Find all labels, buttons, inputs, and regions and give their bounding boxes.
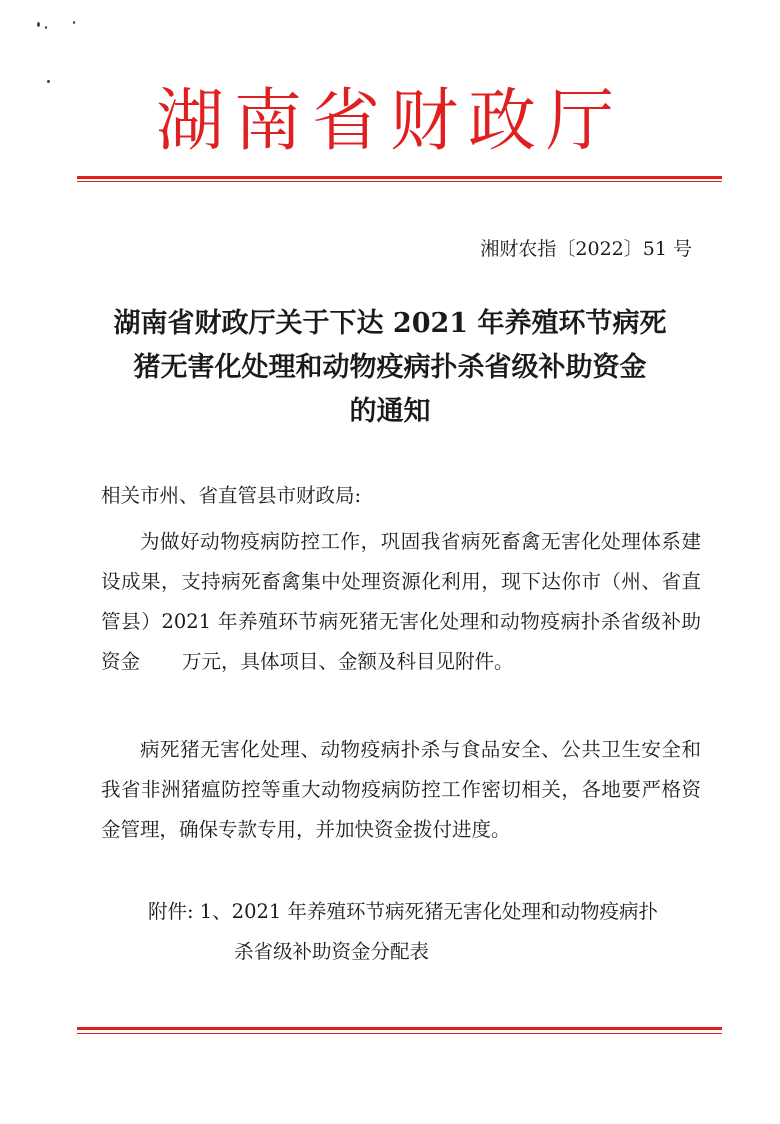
- document-title: [80, 302, 700, 434]
- paragraph-text: 病死猪无害化处理、动物疫病扑杀与食品安全、公共卫生安全和我省非洲猪瘟防控等重大动物疫病防控工作密切相关，各地要严格资金管理，确保专款专用，并加快资金拨付进度。: [101, 738, 701, 841]
- scan-speck: [47, 80, 50, 83]
- scan-speck: [37, 22, 40, 27]
- salutation-text: 相关市州、省直管县市财政局:: [101, 484, 362, 507]
- attachment-note: [148, 892, 708, 972]
- scan-speck: [73, 21, 75, 24]
- body-paragraph: [101, 730, 701, 850]
- document-number: 湘财农指〔2022〕51 号: [480, 238, 692, 260]
- document-title-line: 的通知: [349, 396, 431, 427]
- letterhead-rule-thick: [77, 176, 722, 179]
- letterhead-rule-thin: [77, 181, 722, 182]
- attachment-line: 杀省级补助资金分配表: [234, 940, 430, 963]
- letterhead-title: 湖南省财政厅: [155, 82, 624, 161]
- paragraph-text-part: 为做好动物疫病防控工作，巩固我省病死畜禽无害化处理体系建设成果，支持病死畜禽集中处理资源化利用，现下达你市（州、省直管县）2021 年养殖环节病死猪无害化处理和动物疫病扑杀省级补助资金: [101, 530, 701, 673]
- document-title-line: 湖南省财政厅关于下达 2021 年养殖环节病死: [113, 308, 667, 339]
- document-title-line: 猪无害化处理和动物疫病扑杀省级补助资金: [133, 352, 647, 383]
- footer-rule-thick: [77, 1027, 722, 1030]
- scan-speck: [45, 26, 47, 29]
- salutation: [101, 476, 701, 516]
- attachment-line: 附件: 1、2021 年养殖环节病死猪无害化处理和动物疫病扑: [148, 900, 658, 923]
- body-paragraph: [101, 522, 701, 682]
- footer-rule-thin: [77, 1033, 722, 1034]
- paragraph-text: [101, 522, 701, 682]
- paragraph-text-part: 万元，具体项目、金额及科目见附件。: [182, 650, 514, 673]
